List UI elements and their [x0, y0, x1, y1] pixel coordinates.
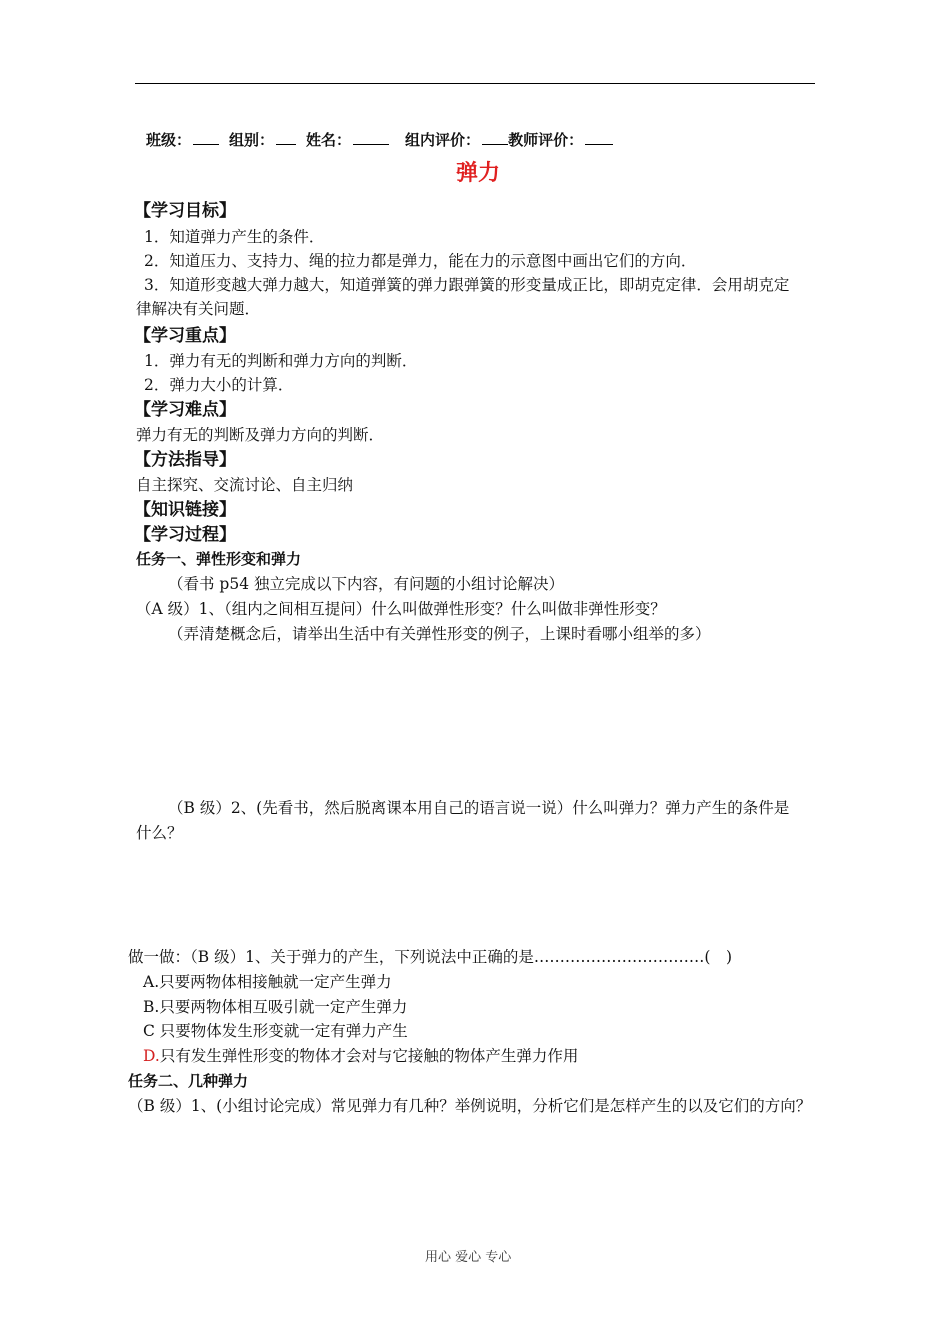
process-heading: 【学习过程】: [134, 525, 236, 545]
objective-item: 2．知道压力、支持力、绳的拉力都是弹力，能在力的示意图中画出它们的方向．: [144, 252, 697, 270]
student-info-line: [146, 130, 613, 148]
answer-letter: D.: [143, 1047, 160, 1065]
practice-option-d: D.只有发生弹性形变的物体才会对与它接触的物体产生弹力作用: [143, 1047, 579, 1065]
practice-option-c: C 只要物体发生形变就一定有弹力产生: [143, 1022, 408, 1040]
key-point-item: 2．弹力大小的计算．: [144, 376, 294, 394]
method-heading: 【方法指导】: [134, 450, 236, 470]
group-label: 组别：: [229, 131, 275, 149]
objective-item: 律解决有关问题．: [136, 300, 261, 318]
task1-question-1-hint: （弄清楚概念后，请举出生活中有关弹性形变的例子，上课时看哪小组举的多）: [168, 625, 711, 643]
method-item: 自主探究、交流讨论、自主归纳: [136, 476, 354, 494]
task1-question-1: （A 级）1、（组内之间相互提问）什么叫做弹性形变？什么叫做非弹性形变？: [136, 600, 666, 618]
group-blank[interactable]: [276, 130, 296, 145]
difficulties-heading: 【学习难点】: [134, 400, 236, 420]
task2-question-1: （B 级）1、(小组讨论完成）常见弹力有几种？举例说明，分析它们是怎样产生的以及它们的方向？: [128, 1097, 812, 1115]
links-heading: 【知识链接】: [134, 500, 236, 520]
task2-title: 任务二、几种弹力: [128, 1072, 249, 1090]
task1-title: 任务一、弹性形变和弹力: [136, 550, 302, 568]
objectives-heading: 【学习目标】: [134, 201, 236, 221]
teacher-eval-blank[interactable]: [585, 130, 613, 145]
difficulty-item: 弹力有无的判断及弹力方向的判断．: [136, 426, 385, 444]
class-blank[interactable]: [193, 130, 219, 145]
task1-question-2: （B 级）2、(先看书，然后脱离课本用自己的语言说一说）什么叫弹力？弹力产生的条件是: [168, 799, 790, 817]
objective-item: 1．知道弹力产生的条件．: [144, 228, 325, 246]
name-blank[interactable]: [353, 130, 389, 145]
page-footer: 用心 爱心 专心: [425, 1250, 512, 1265]
key-point-item: 1．弹力有无的判断和弹力方向的判断．: [144, 352, 418, 370]
task1-intro: （看书 p54 独立完成以下内容，有问题的小组讨论解决）: [168, 575, 565, 593]
practice-option-a: A.只要两物体相接触就一定产生弹力: [143, 973, 392, 991]
practice-option-b: B.只要两物体相互吸引就一定产生弹力: [143, 998, 408, 1016]
page-title: 弹力: [456, 161, 501, 186]
teacher-eval-label: 教师评价：: [508, 131, 584, 149]
peer-eval-blank[interactable]: [482, 130, 508, 145]
class-label: 班级：: [146, 131, 192, 149]
key-points-heading: 【学习重点】: [134, 326, 236, 346]
practice-stem: 做一做：（B 级）1、关于弹力的产生，下列说法中正确的是……………………………( ): [128, 948, 733, 966]
name-label: 姓名：: [306, 131, 352, 149]
task1-question-2-cont: 什么？: [136, 824, 183, 842]
peer-eval-label: 组内评价：: [405, 131, 481, 149]
header-rule: [135, 83, 815, 84]
objective-item: 3．知道形变越大弹力越大，知道弹簧的弹力跟弹簧的形变量成正比，即胡克定律．会用胡克定: [144, 276, 790, 294]
